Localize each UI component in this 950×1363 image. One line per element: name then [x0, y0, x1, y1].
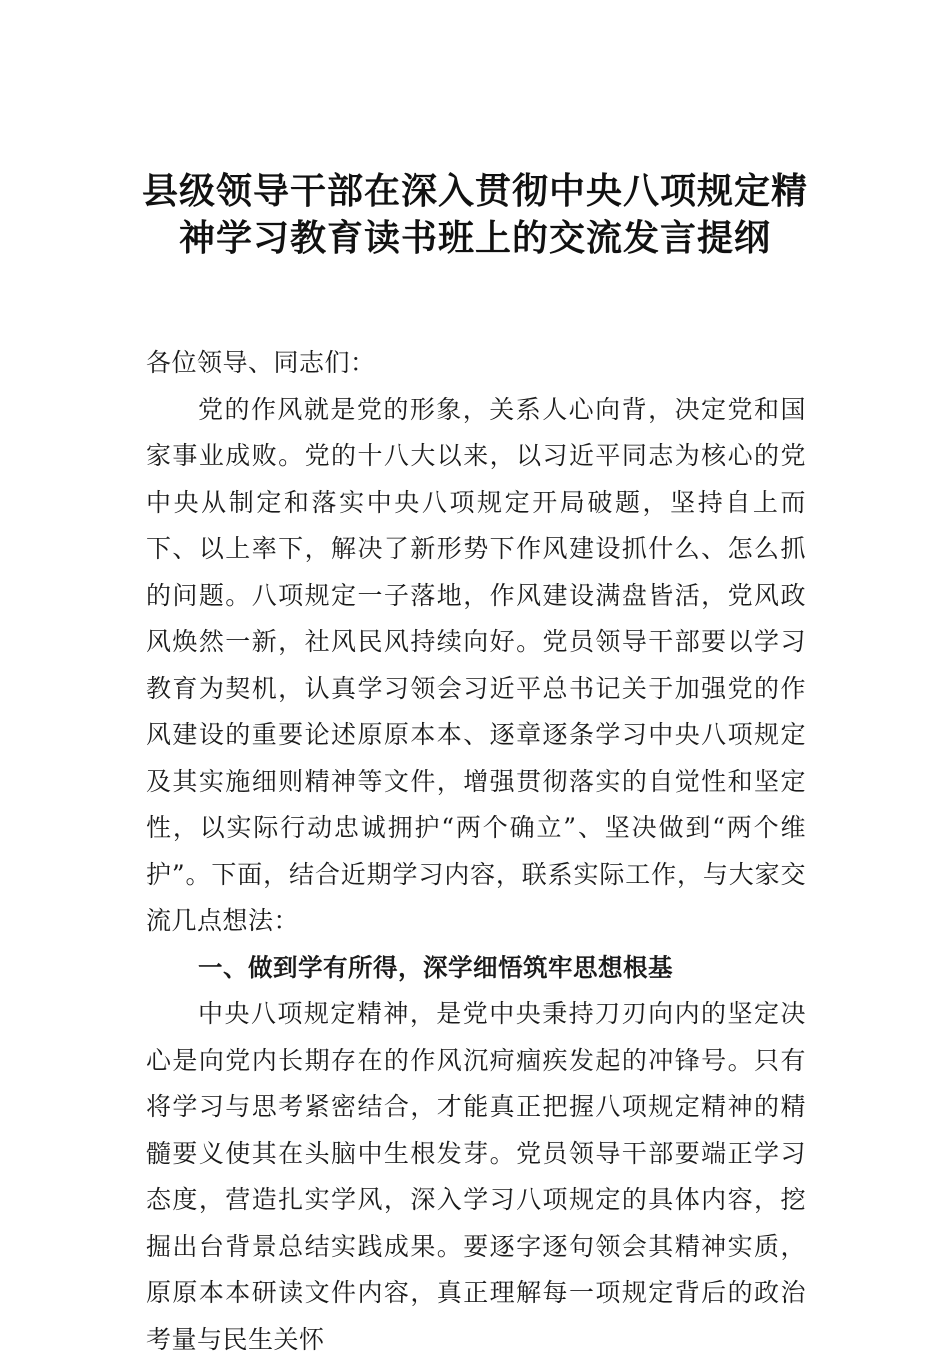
paragraph-intro: 党的作风就是党的形象，关系人心向背，决定党和国家事业成败。党的十八大以来，以习近平同志为核心的党中央从制定和落实中央八项规定开局破题，坚持自上而下、以上率下，解决了新形势下作风建设抓什么、怎么抓的问题。八项规定一子落地，作风建设满盘皆活，党风政风焕然一新，社风民风持续向好。党员领导干部要以学习教育为契机，认真学习领会习近平总书记关于加强党的作风建设的重要论述原原本本、逐章逐条学习中央八项规定及其实施细则精神等文件，增强贯彻落实的自觉性和坚定性，以实际行动忠诚拥护“两个确立”、坚决做到“两个维护”。下面，结合近期学习内容，联系实际工作，与大家交流几点想法： — [146, 394, 806, 935]
section-heading-1: 一、做到学有所得，深学细悟筑牢思想根基 — [198, 952, 673, 982]
salutation: 各位领导、同志们： — [146, 348, 376, 377]
paragraph-section-1: 中央八项规定精神，是党中央秉持刀刃向内的坚定决心是向党内长期存在的作风沉疴痼疾发起的冲锋号。只有将学习与思考紧密结合，才能真正把握八项规定精神的精髓要义使其在头脑中生根发芽。党员领导干部要端正学习态度，营造扎实学风，深入学习八项规定的具体内容，挖掘出台背景总结实践成果。要逐字逐句领会其精神实质，原原本本研读文件内容，真正理解每一项规定背后的政治考量与民生关怀 — [146, 999, 806, 1354]
document-body — [146, 340, 806, 1363]
document-title-line-2: 神学习教育读书班上的交流发言提纲 — [178, 217, 771, 259]
document-title-line-1: 县级领导干部在深入贯彻中央八项规定精 — [141, 170, 808, 212]
